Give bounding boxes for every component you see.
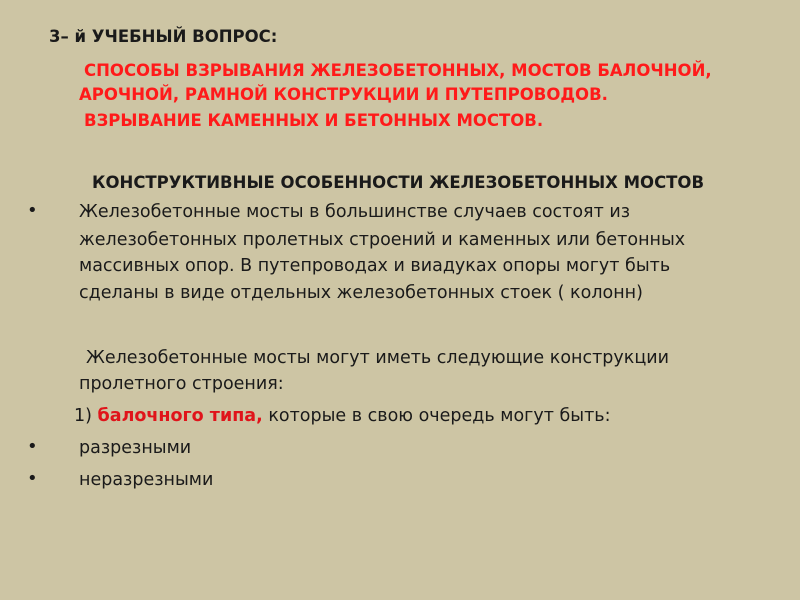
item-1-rest: которые в свою очередь могут быть: — [262, 406, 611, 426]
item-1-highlight: балочного типа — [97, 406, 257, 426]
bullet-icon: • — [27, 436, 38, 457]
topic-line-3: ВЗРЫВАНИЕ КАМЕННЫХ И БЕТОННЫХ МОСТОВ. — [84, 111, 544, 130]
item-1-comma: , — [256, 406, 263, 426]
paragraph1-line-1: Железобетонные мосты в большинстве случаев состоят из — [79, 202, 631, 222]
item-1-number: 1) — [74, 406, 92, 426]
paragraph1-line-3: массивных опор. В путепроводах и виадуках опоры могут быть — [79, 256, 671, 276]
topic-line-1: СПОСОБЫ ВЗРЫВАНИЯ ЖЕЛЕЗОБЕТОННЫХ, МОСТОВ БАЛОЧНОЙ, — [84, 61, 712, 80]
paragraph1-line-2: железобетонных пролетных строений и каменных или бетонных — [79, 230, 686, 250]
paragraph1-line-4: сделаны в виде отдельных железобетонных стоек ( колонн) — [79, 283, 643, 303]
paragraph2-line-2: пролетного строения: — [79, 374, 284, 394]
paragraph2-line-1: Железобетонные мосты могут иметь следующие конструкции — [86, 348, 669, 368]
bullet-icon: • — [27, 200, 38, 221]
bullet-icon: • — [27, 468, 38, 489]
subitem-2: неразрезными — [79, 470, 214, 490]
subitem-1: разрезными — [79, 438, 192, 458]
topic-line-2: АРОЧНОЙ, РАМНОЙ КОНСТРУКЦИИ И ПУТЕПРОВОДОВ. — [79, 85, 608, 104]
section-title: КОНСТРУКТИВНЫЕ ОСОБЕННОСТИ ЖЕЛЕЗОБЕТОННЫХ МОСТОВ — [92, 173, 705, 192]
question-heading: 3– й УЧЕБНЫЙ ВОПРОС: — [49, 27, 278, 46]
item-1 — [74, 405, 610, 427]
